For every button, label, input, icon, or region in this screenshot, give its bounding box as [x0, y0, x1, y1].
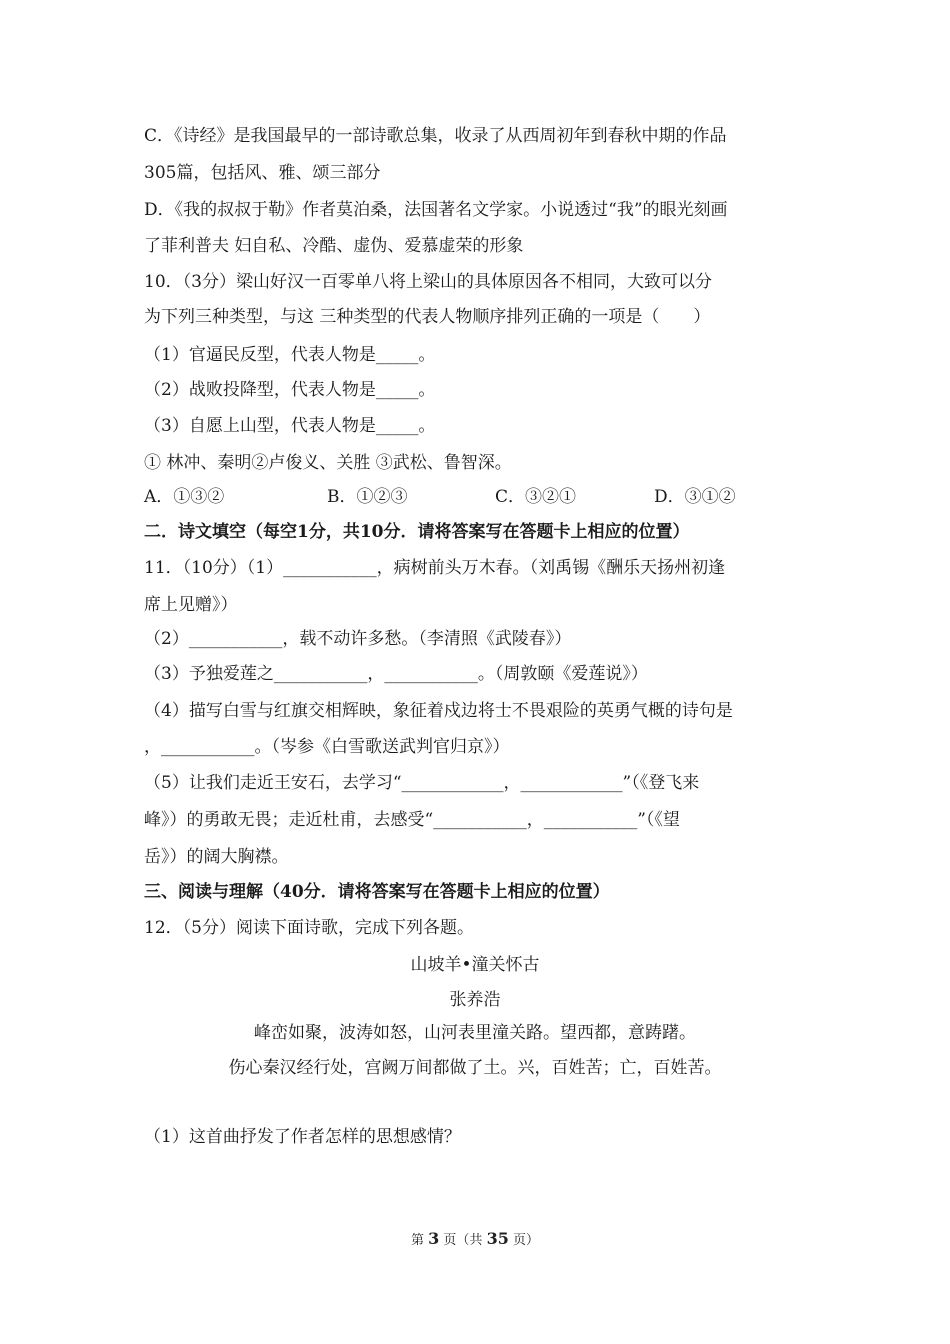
- question-12-intro: 12．（5分）阅读下面诗歌，完成下列各题。: [144, 918, 474, 938]
- question-11-item-5-line-1: （5）让我们走近王安石，去学习“____________，____________”（《登飞来: [144, 773, 700, 793]
- answer-option-a: A．①③②: [144, 487, 225, 507]
- footer-prefix: 第: [410, 1233, 424, 1248]
- question-10-candidates: ① 林冲、秦明②卢俊义、关胜 ③武松、鲁智深。: [144, 453, 512, 473]
- answer-option-d: D．③①②: [654, 487, 736, 507]
- footer-middle: 页（共: [443, 1233, 483, 1248]
- question-11-item-4-line-2: ，___________。（岑参《白雪歌送武判官归京》）: [144, 737, 510, 757]
- question-10-item-3: （3）自愿上山型，代表人物是_____。: [144, 416, 436, 436]
- question-11-item-5-line-2: 峰》）的勇敢无畏；走近杜甫，去感受“___________，___________”（《望: [144, 810, 680, 830]
- footer-total-pages: 35: [486, 1229, 509, 1248]
- page-footer: [0, 1229, 950, 1251]
- question-11-line-2: 席上见赠》）: [144, 595, 238, 615]
- question-11-item-3: （3）予独爱莲之___________，___________。（周敦颐《爱莲说》）: [144, 664, 648, 684]
- question-11-item-2: （2）___________，载不动许多愁。（李清照《武陵春》）: [144, 629, 572, 649]
- question-11-item-4-line-1: （4）描写白雪与红旗交相辉映，象征着戍边将士不畏艰险的英勇气概的诗句是: [144, 701, 733, 721]
- question-10-item-1: （1）官逼民反型，代表人物是_____。: [144, 345, 436, 365]
- poem-line-2: 伤心秦汉经行处，宫阙万间都做了土。兴，百姓苦；亡，百姓苦。: [228, 1058, 722, 1078]
- question-11-line-1: 11．（10分）（1）___________，病树前头万木春。（刘禹锡《酬乐天扬州初逢: [144, 558, 726, 578]
- footer-suffix: 页）: [512, 1233, 539, 1248]
- poem-line-1: 峰峦如聚，波涛如怒，山河表里潼关路。望西都，意踌躇。: [254, 1023, 696, 1043]
- answer-option-b: B．①②③: [327, 487, 408, 507]
- option-d-line-2: 了菲利普夫 妇自私、冷酷、虚伪、爱慕虚荣的形象: [144, 236, 524, 256]
- option-d-line-1: D．《我的叔叔于勒》作者莫泊桑，法国著名文学家。小说透过“我”的眼光刻画: [144, 200, 728, 220]
- answer-option-c: C．③②①: [495, 487, 577, 507]
- section-2-heading: 二．诗文填空（每空1分，共10分．请将答案写在答题卡上相应的位置）: [144, 522, 690, 542]
- question-12-subquestion-1: （1）这首曲抒发了作者怎样的思想感情？: [144, 1127, 461, 1147]
- question-11-item-5-line-3: 岳》）的阔大胸襟。: [144, 847, 289, 867]
- section-3-heading: 三、阅读与理解（40分．请将答案写在答题卡上相应的位置）: [144, 882, 610, 902]
- poem-author: 张养浩: [449, 990, 501, 1010]
- option-c-line-1: C．《诗经》是我国最早的一部诗歌总集，收录了从西周初年到春秋中期的作品: [144, 126, 727, 146]
- poem-title: 山坡羊•潼关怀古: [410, 955, 540, 975]
- footer-page-number: 3: [428, 1229, 440, 1248]
- question-10-line-2: 为下列三种类型，与这 三种类型的代表人物顺序排列正确的一项是（ ）: [144, 307, 711, 327]
- question-10-item-2: （2）战败投降型，代表人物是_____。: [144, 380, 436, 400]
- option-c-line-2: 305篇，包括风、雅、颂三部分: [144, 163, 381, 183]
- question-10-line-1: 10．（3分）梁山好汉一百零单八将上梁山的具体原因各不相同，大致可以分: [144, 272, 712, 292]
